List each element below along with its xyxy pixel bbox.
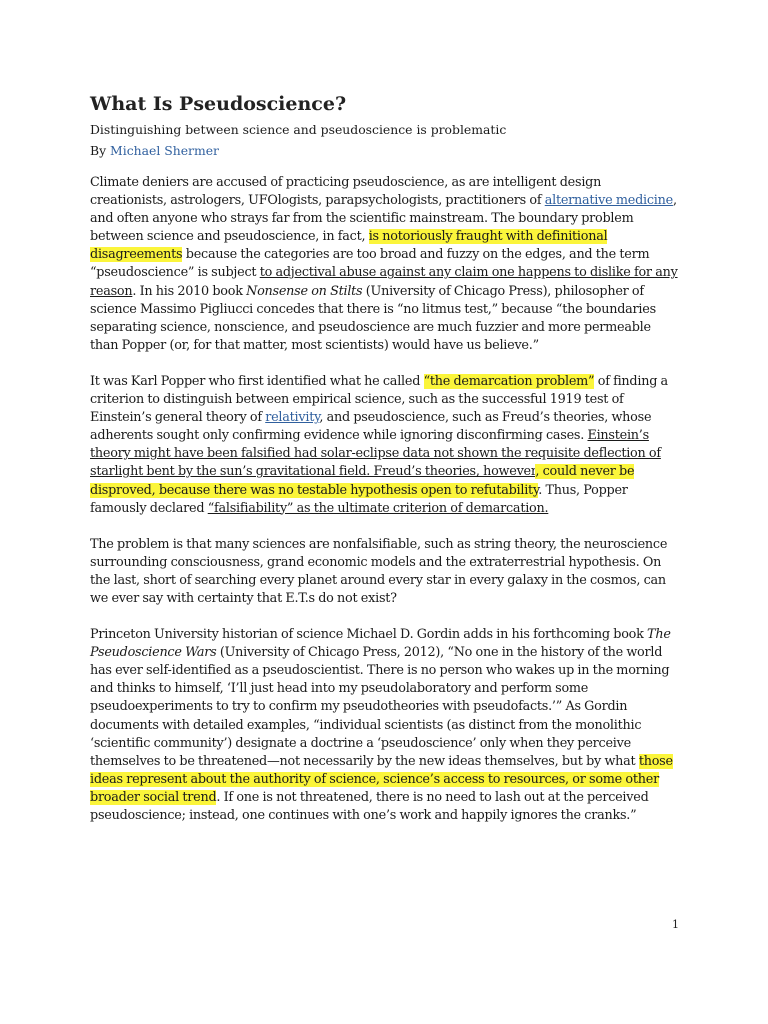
p2-underline-1: Einstein’s theory might have been falsified had solar-eclipse data not shown the requisite deflection of starlight bent by the sun’s gravitational field. Freud’s theories, however <box>90 428 661 480</box>
paragraph-4 <box>90 626 680 825</box>
alternative-medicine-link[interactable]: alternative medicine <box>544 193 673 209</box>
p1-text-4: . In his 2010 book <box>132 283 247 299</box>
page-number: 1 <box>672 918 679 931</box>
p1-highlight-1: is notoriously fraught with definitional disagreements <box>90 229 608 263</box>
byline-prefix: By <box>90 143 111 158</box>
p4-highlight-1: those ideas represent about the authority of science, science’s access to resources, or some other broader social trend <box>90 753 673 805</box>
paragraph-3: The problem is that many sciences are nonfalsifiable, such as string theory, the neuroscience surrounding consciousness, grand economic models and the extraterrestrial hypothesis. On the last, short of searching every planet around every star in every galaxy in the cosmos, can we ever say with certainty that E.T.s do not exist? <box>90 536 668 606</box>
p1-text-5: (University of Chicago Press), philosopher of science Massimo Pigliucci concedes that there is “no litmus test,” because “the boundaries separating science, nonscience, and pseudoscience are much fuzzier and more permeable than Popper (or, for that matter, most scientists) would have us believe.” <box>90 283 656 353</box>
p1-text-2: , and often anyone who strays far from the scientific mainstream. The boundary problem between science and pseudoscience, in fact, <box>90 193 677 245</box>
paragraph-1 <box>90 174 680 355</box>
p4-book-title: The Pseudoscience Wars <box>90 627 671 661</box>
p4-text-1: Princeton University historian of science Michael D. Gordin adds in his forthcoming book <box>90 627 648 643</box>
p2-highlight-2: , could never be disproved, because there was no testable hypothesis open to refutability <box>90 464 635 498</box>
p2-text-3: , and pseudoscience, such as Freud’s theories, whose adherents sought only confirming evidence while ignoring disconfirming cases. <box>90 410 652 444</box>
p1-text-3: because the categories are too broad and fuzzy on the edges, and the term “pseudoscience” is subject <box>90 247 650 281</box>
paragraph-2 <box>90 373 680 518</box>
p1-book-title: Nonsense on Stilts <box>246 283 363 299</box>
document-page <box>90 92 680 843</box>
p4-text-2: (University of Chicago Press, 2012), “No one in the history of the world has ever self-identified as a pseudoscientist. There is no person who wakes up in the morning and thinks to himself, ‘I’ll just head into my pseudolaboratory and perform some pseudoexperiments to try to confirm my pseudotheories with pseudofacts.’” As Gordin documents with detailed examples, “individual scientists (as distinct from the monolithic ‘scientific community’) designate a doctrine a ‘pseudoscience’ only when they perceive themselves to be threatened—not necessarily by the new ideas themselves, but by what <box>90 645 670 769</box>
p4-text-3: . If one is not threatened, there is no need to lash out at the perceived pseudoscience; instead, one continues with one’s work and happily ignores the cranks.” <box>90 789 649 823</box>
relativity-link[interactable]: relativity <box>265 410 320 426</box>
byline <box>90 142 680 159</box>
subtitle: Distinguishing between science and pseudoscience is problematic <box>90 122 507 137</box>
p1-text-1: Climate deniers are accused of practicing pseudoscience, as are intelligent design creationists, astrologers, UFOlogists, parapsychologists, practitioners of <box>90 175 602 209</box>
author-link[interactable]: Michael Shermer <box>110 143 219 158</box>
p2-text-2: of finding a criterion to distinguish between empirical science, such as the successful 1919 test of Einstein’s general theory of <box>90 373 668 426</box>
p2-highlight-1: “the demarcation problem” <box>423 373 595 389</box>
p2-text-4: . Thus, Popper famously declared <box>90 482 628 516</box>
p2-text-1: It was Karl Popper who first identified what he called <box>90 373 424 389</box>
page-title: What Is Pseudoscience? <box>90 93 347 115</box>
p2-underline-2: “falsifiability” as the ultimate criterion of demarcation. <box>207 500 549 516</box>
p1-underline-1: to adjectival abuse against any claim one happens to dislike for any reason <box>90 265 678 299</box>
